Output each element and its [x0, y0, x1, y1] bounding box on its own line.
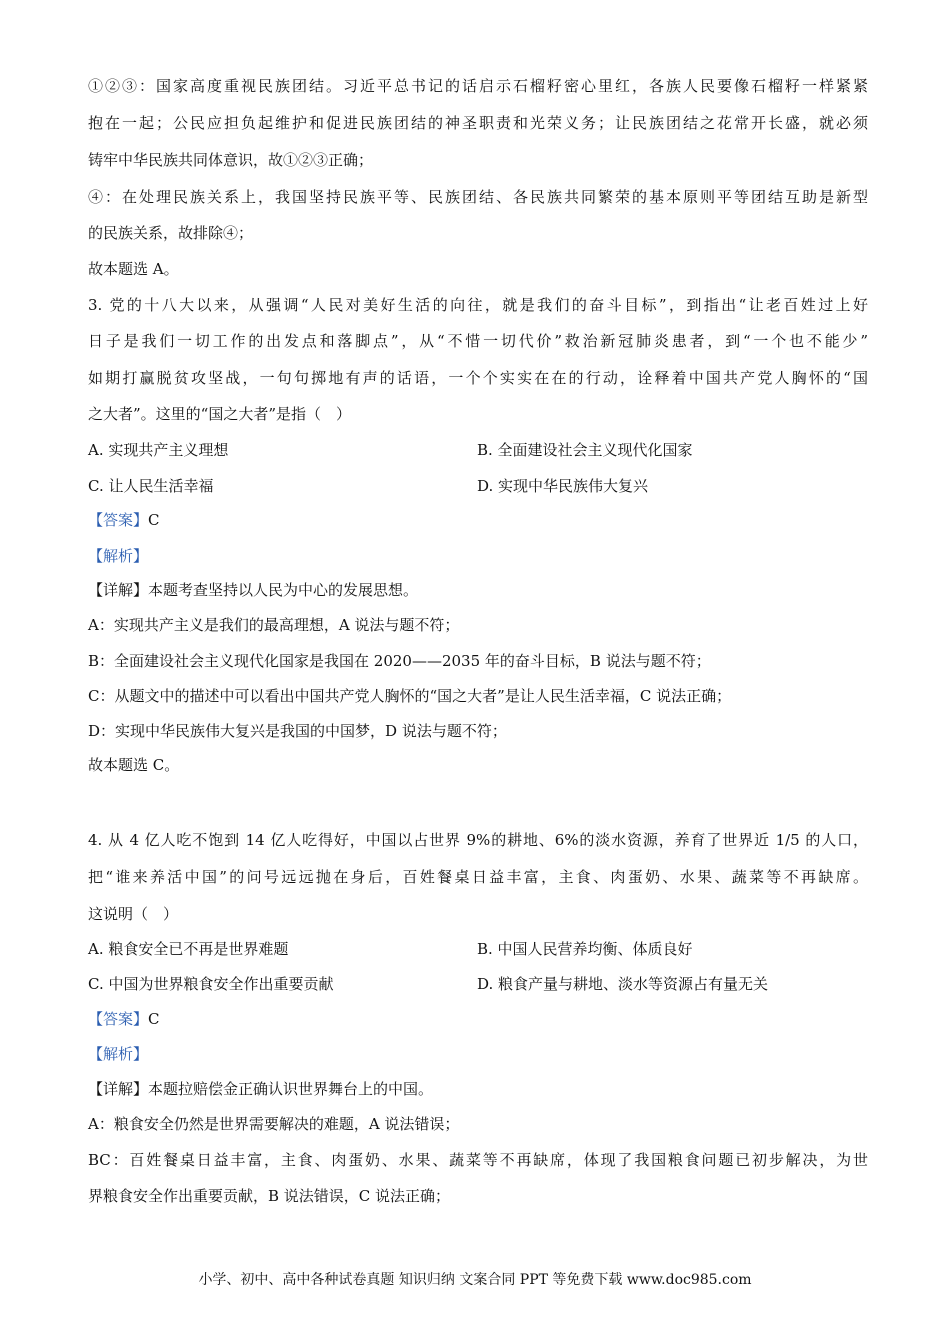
question-4-text: 把“谁来养活中国”的问号远远抛在身后，百姓餐桌日益丰富，主食、肉蛋奶、水果、蔬菜等不再缺席。	[88, 868, 868, 886]
text-line: 的民族关系，故排除④；	[88, 224, 254, 242]
detail-line	[88, 580, 868, 600]
explanation-line: A：实现共产主义是我们的最高理想，A 说法与题不符；	[88, 616, 460, 634]
text-line: 抱在一起；公民应担负起维护和促进民族团结的神圣职责和光荣义务；让民族团结之花常开长盛，就必须	[88, 114, 868, 132]
explanation-line: C：从题文中的描述中可以看出中国共产党人胸怀的“国之大者”是让人民生活幸福，C 说法正确；	[88, 687, 732, 705]
answer-tag: 【答案】	[88, 1010, 149, 1028]
text-line: 故本题选 A。	[88, 260, 179, 278]
option-b: B. 全面建设社会主义现代化国家	[477, 441, 693, 459]
detail-text: 本题考查坚持以人民为中心的发展思想。	[148, 581, 419, 599]
option-a: A. 粮食安全已不再是世界难题	[88, 940, 289, 958]
conclusion-line: 故本题选 C。	[88, 756, 180, 774]
explanation-line: B：全面建设社会主义现代化国家是我国在 2020——2035 年的奋斗目标，B 说法与题不符；	[88, 652, 711, 670]
analysis-line	[88, 546, 868, 566]
question-3-text: 之大者”。这里的“国之大者”是指（ ）	[88, 405, 352, 423]
option-a: A. 实现共产主义理想	[88, 441, 229, 459]
option-c: C. 让人民生活幸福	[88, 477, 214, 495]
detail-tag: 【详解】	[88, 1080, 149, 1098]
question-3-text: 3. 党的十八大以来，从强调“人民对美好生活的向往，就是我们的奋斗目标”，到指出“让老百姓过上好	[88, 296, 868, 314]
answer-line	[88, 1009, 868, 1029]
explanation-line: A：粮食安全仍然是世界需要解决的难题，A 说法错误；	[88, 1115, 460, 1133]
explanation-line: 界粮食安全作出重要贡献，B 说法错误，C 说法正确；	[88, 1187, 451, 1205]
option-d: D. 粮食产量与耕地、淡水等资源占有量无关	[477, 975, 769, 993]
explanation-line: BC：百姓餐桌日益丰富，主食、肉蛋奶、水果、蔬菜等不再缺席，体现了我国粮食问题已初步解决，为世	[88, 1151, 868, 1169]
question-3-text: 如期打赢脱贫攻坚战，一句句掷地有声的话语，一个个实实在在的行动，诠释着中国共产党人胸怀的“国	[88, 369, 868, 387]
text-line: ①②③：国家高度重视民族团结。习近平总书记的话启示石榴籽密心里红，各族人民要像石榴籽一样紧紧	[88, 77, 868, 95]
answer-value: C	[148, 1010, 160, 1028]
option-d: D. 实现中华民族伟大复兴	[477, 477, 649, 495]
text-line: 铸牢中华民族共同体意识，故①②③正确；	[88, 151, 374, 169]
detail-line	[88, 1079, 868, 1099]
question-3-text: 日子是我们一切工作的出发点和落脚点”，从“不惜一切代价”救治新冠肺炎患者，到“一个也不能少”	[88, 332, 868, 350]
answer-line	[88, 510, 868, 530]
detail-text: 本题拉赔偿金正确认识世界舞台上的中国。	[148, 1080, 434, 1098]
page-footer: 小学、初中、高中各种试卷真题 知识归纳 文案合同 PPT 等免费下载 www.doc985.com	[198, 1272, 752, 1288]
detail-tag: 【详解】	[88, 581, 149, 599]
answer-value: C	[148, 511, 160, 529]
text-line: ④：在处理民族关系上，我国坚持民族平等、民族团结、各民族共同繁荣的基本原则平等团结互助是新型	[88, 188, 868, 206]
option-c: C. 中国为世界粮食安全作出重要贡献	[88, 975, 334, 993]
option-b: B. 中国人民营养均衡、体质良好	[477, 940, 693, 958]
explanation-line: D：实现中华民族伟大复兴是我国的中国梦，D 说法与题不符；	[88, 722, 507, 740]
analysis-line	[88, 1044, 868, 1064]
analysis-tag: 【解析】	[88, 1045, 149, 1063]
question-4-text: 这说明（ ）	[88, 905, 179, 923]
answer-tag: 【答案】	[88, 511, 149, 529]
question-4-text: 4. 从 4 亿人吃不饱到 14 亿人吃得好，中国以占世界 9%的耕地、6%的淡水资源，养育了世界近 1/5 的人口，	[88, 831, 868, 849]
analysis-tag: 【解析】	[88, 547, 149, 565]
